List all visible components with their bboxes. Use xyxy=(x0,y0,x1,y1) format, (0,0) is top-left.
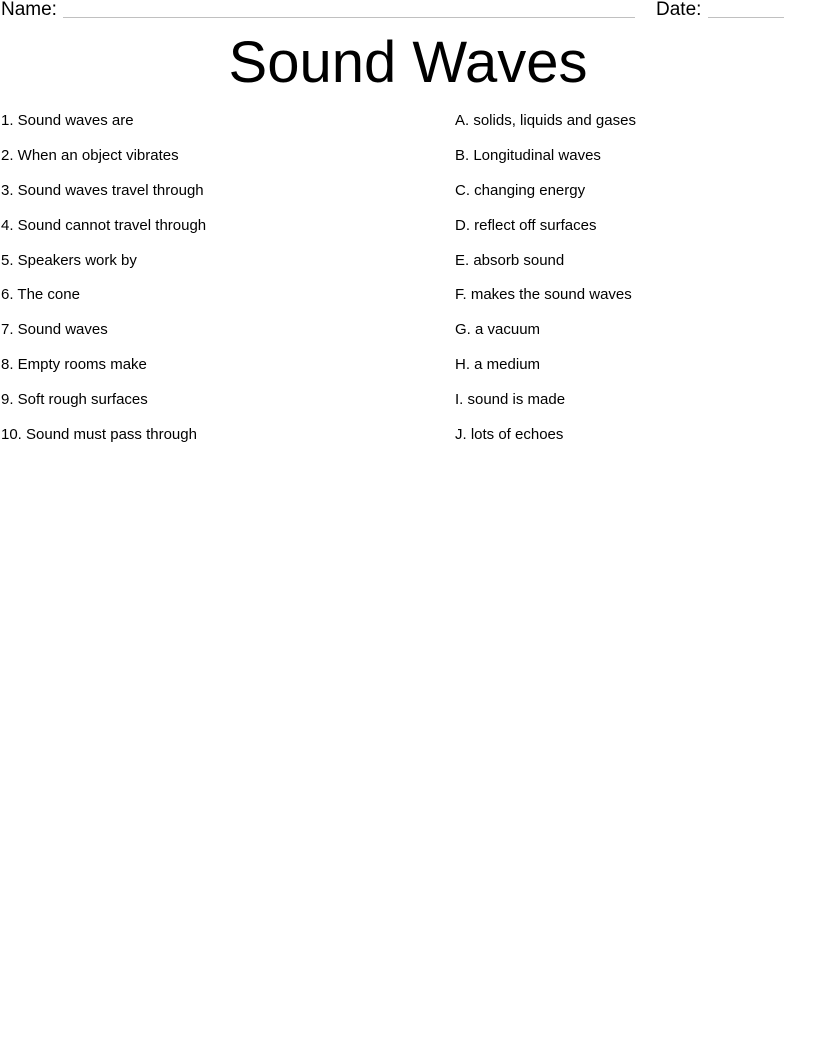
question-item: 6. The cone xyxy=(1,286,80,304)
question-item: 8. Empty rooms make xyxy=(1,356,147,374)
answer-list xyxy=(455,111,795,460)
answer-item: E. absorb sound xyxy=(455,251,565,269)
answer-item: J. lots of echoes xyxy=(455,426,564,444)
date-field-line[interactable] xyxy=(708,17,784,18)
name-field-line[interactable] xyxy=(63,17,635,18)
page-title: Sound Waves xyxy=(228,30,588,95)
question-item: 2. When an object vibrates xyxy=(1,146,179,164)
question-item: 5. Speakers work by xyxy=(1,251,137,269)
answer-item: C. changing energy xyxy=(455,181,586,199)
question-item: 9. Soft rough surfaces xyxy=(1,391,148,409)
question-list xyxy=(1,111,421,460)
question-item: 3. Sound waves travel through xyxy=(1,181,204,199)
answer-item: G. a vacuum xyxy=(455,321,541,339)
answer-item: B. Longitudinal waves xyxy=(455,146,601,164)
question-item: 7. Sound waves xyxy=(1,321,108,339)
worksheet-header xyxy=(0,0,816,24)
answer-item: D. reflect off surfaces xyxy=(455,216,597,234)
answer-item: H. a medium xyxy=(455,356,541,374)
question-item: 1. Sound waves are xyxy=(1,112,134,129)
answer-item: I. sound is made xyxy=(455,391,566,409)
answer-item: F. makes the sound waves xyxy=(455,286,632,304)
question-item: 10. Sound must pass through xyxy=(1,426,197,444)
name-label: Name: xyxy=(1,0,57,20)
date-label: Date: xyxy=(656,0,702,20)
question-item: 4. Sound cannot travel through xyxy=(1,216,207,234)
answer-item: A. solids, liquids and gases xyxy=(455,112,636,129)
